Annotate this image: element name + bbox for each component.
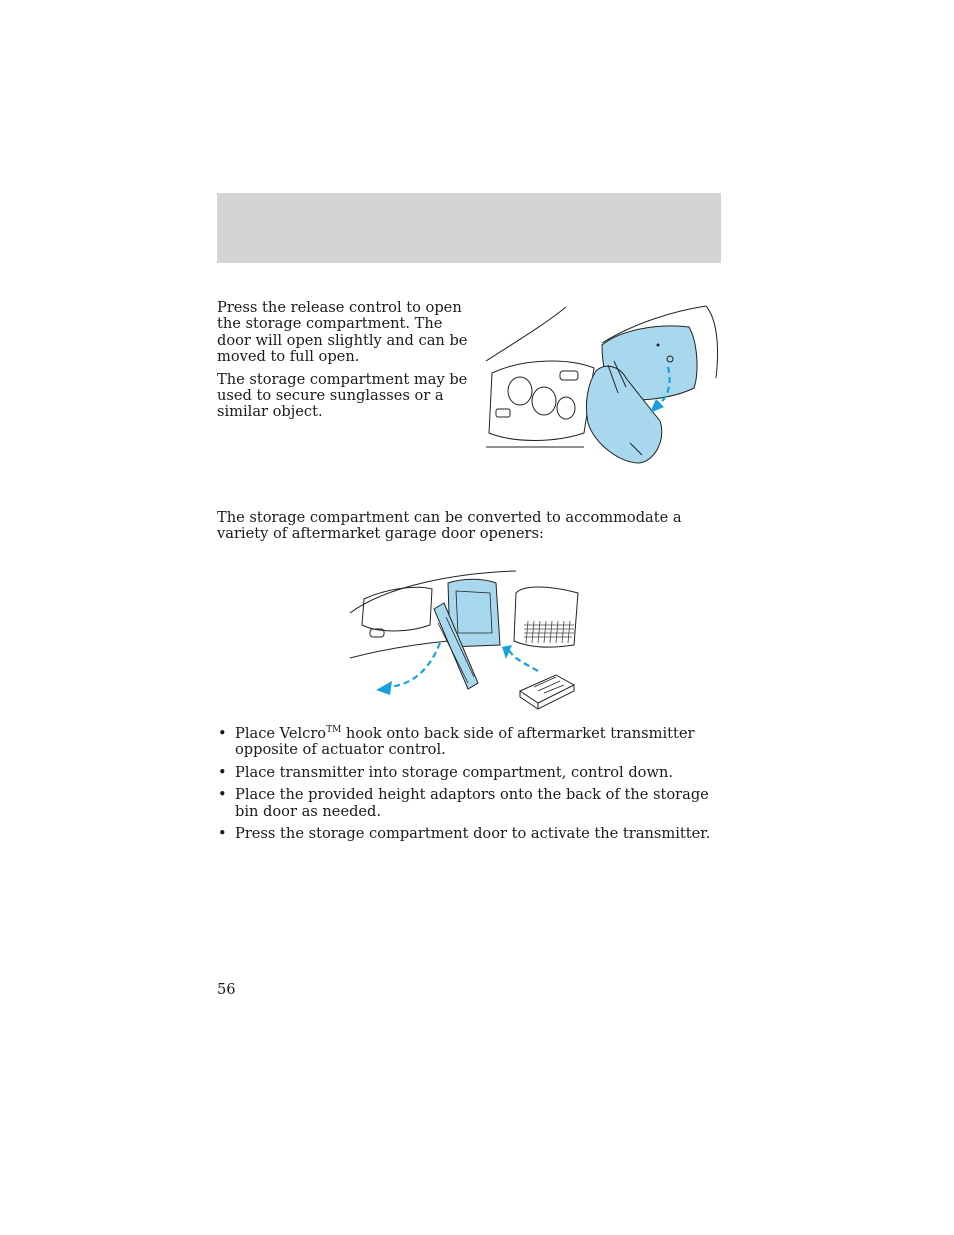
- list-item: • Place the provided height adaptors onto the back of the storage bin door as needed.: [218, 786, 709, 820]
- bullet-glyph: •: [218, 725, 227, 742]
- list-item: • Press the storage compartment door to activate the transmitter.: [218, 825, 711, 843]
- trademark-mark: TM: [326, 725, 342, 736]
- intro-paragraph-2: The storage compartment may be used to secure sunglasses or a similar object.: [217, 370, 468, 421]
- convert-paragraph: The storage compartment can be converted to accommodate a variety of aftermarket garage door openers:: [217, 509, 682, 543]
- storage-compartment-open-illustration: [484, 303, 724, 468]
- header-band: [217, 193, 721, 263]
- garage-opener-install-illustration: [348, 563, 588, 713]
- list-item: • Place transmitter into storage compartment, control down.: [218, 763, 673, 781]
- transmitter-icon: [520, 675, 574, 709]
- page-number: 56: [217, 981, 236, 998]
- bullet-glyph: •: [218, 786, 227, 804]
- intro-text: [217, 300, 469, 421]
- instruction-list: [217, 726, 723, 848]
- door-open-arrow-icon: [388, 643, 440, 687]
- list-item: • Place Velcro™ hook onto back side of aftermarket transmitter opposite of actuator control.: [218, 725, 695, 759]
- intro-paragraph-1: Press the release control to open the storage compartment. The door will open slightly and can be moved to full open.: [217, 299, 468, 366]
- transmitter-insert-arrow-icon: [508, 649, 538, 671]
- bullet-glyph: •: [218, 825, 227, 843]
- bullet-glyph: •: [218, 763, 227, 781]
